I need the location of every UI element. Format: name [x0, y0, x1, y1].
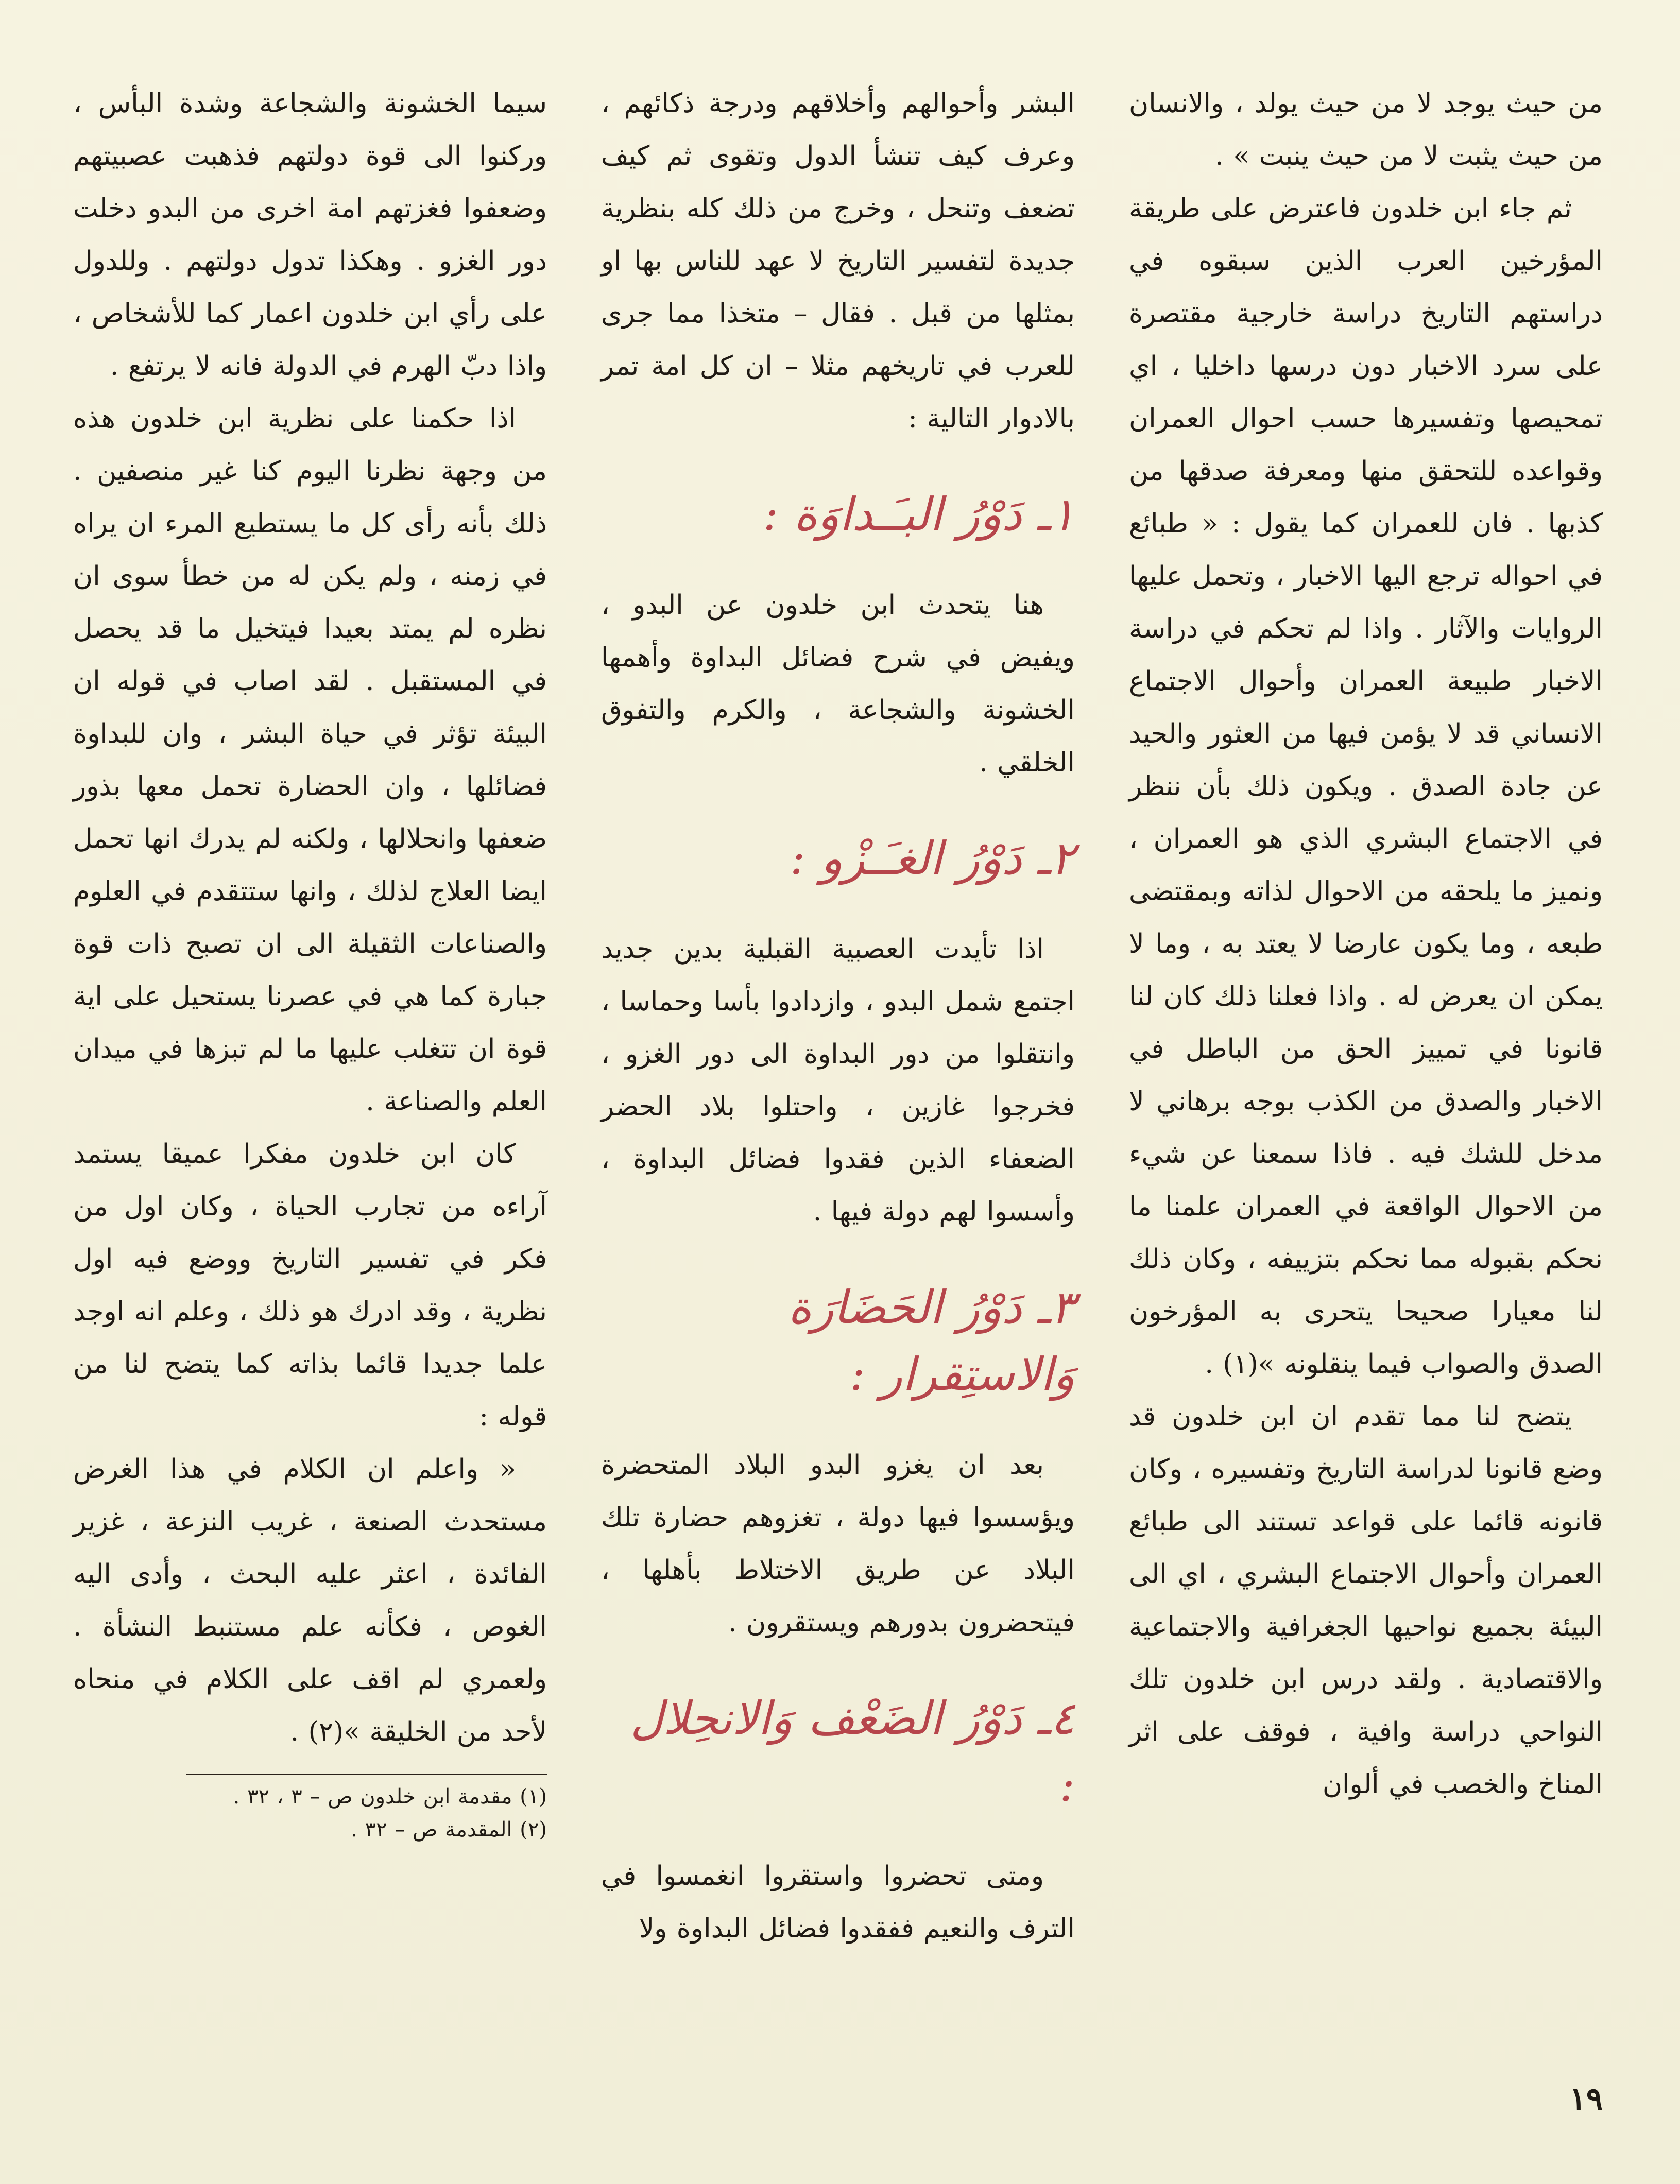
- footnote-divider: [186, 1774, 547, 1775]
- section-heading-badawa: ١ـ دَوْرُ البـَـداوَة :: [763, 488, 1075, 541]
- column-middle: [601, 77, 1075, 1955]
- section-heading-ghazw: ٢ـ دَوْرُ الغـَـزْو :: [790, 832, 1075, 885]
- paragraph: كان ابن خلدون مفكرا عميقا يستمد آراءه من تجارب الحياة ، وكان اول من فكر في تفسير التاريخ ووضع فيه اول نظرية ، وقد ادرك هو ذلك ، وعلم انه اوجد علما جديدا قائما بذاته كما يتضح لنا من قوله :: [73, 1139, 547, 1432]
- section-text: هنا يتحدث ابن خلدون عن البدو ، ويفيض في شرح فضائل البداوة وأهمها الخشونة والشجاعة ، والكرم والتفوق الخلقي .: [601, 590, 1075, 778]
- page-number: ١٩: [1569, 2081, 1603, 2117]
- paragraph: من حيث يوجد لا من حيث يولد ، والانسان من حيث يثبت لا من حيث ينبت » .: [1129, 88, 1603, 171]
- column-right: [1129, 77, 1603, 1811]
- section-text: ومتى تحضروا واستقروا انغمسوا في الترف والنعيم ففقدوا فضائل البداوة ولا: [601, 1861, 1075, 1944]
- section-text: بعد ان يغزو البدو البلاد المتحضرة ويؤسسوا فيها دولة ، تغزوهم حضارة تلك البلاد عن طريق الاختلاط بأهلها ، فيتحضرون بدورهم ويستقرون .: [601, 1450, 1075, 1638]
- paragraph: سيما الخشونة والشجاعة وشدة البأس ، وركنوا الى قوة دولتهم فذهبت عصبيتهم وضعفوا فغزتهم امة اخرى من البدو دخلت دور الغزو . وهكذا تدول دولتهم . وللدول على رأي ابن خلدون اعمار كما للأشخاص ، واذا دبّ الهرم في الدولة فانه لا يرتفع .: [73, 88, 547, 382]
- paragraph: ثم جاء ابن خلدون فاعترض على طريقة المؤرخين العرب الذين سبقوه في دراستهم التاريخ دراسة خارجية مقتصرة على سرد الاخبار دون درسها داخليا ، اي تمحيصها وتفسيرها حسب احوال العمران وقواعده للتحقق منها ومعرفة صدقها من كذبها . فان للعمران كما يقول : « طبائع في احواله ترجع اليها الاخبار ، وتحمل عليها الروايات والآثار . واذا لم تحكم في دراسة الاخبار طبيعة العمران وأحوال الاجتماع الانساني قد لا يؤمن فيها من العثور والحيد عن جادة الصدق . ويكون ذلك بأن ننظر في الاجتماع البشري الذي هو العمران ، ونميز ما يلحقه من الاحوال لذاته وبمقتضى طبعه ، وما يكون عارضا لا يعتد به ، وما لا يمكن ان يعرض له . واذا فعلنا ذلك كان لنا قانونا في تمييز الحق من الباطل في الاخبار والصدق من الكذب بوجه برهاني لا مدخل للشك فيه . فاذا سمعنا عن شيء من الاحوال الواقعة في العمران علمنا ما نحكم بقبوله مما نحكم بتزييفه ، وكان ذلك لنا معيارا صحيحا يتحرى به المؤرخون الصدق والصواب فيما ينقلونه »(١) .: [1129, 193, 1603, 1380]
- section-heading-hadara: ٣ـ دَوْرُ الحَضَارَة وَالاستِقرار :: [788, 1281, 1075, 1401]
- quotation: « واعلم ان الكلام في هذا الغرض مستحدث الصنعة ، غريب النزعة ، غزير الفائدة ، اعثر عليه البحث ، وأدى اليه الغوص ، فكأنه علم مستنبط النشأة . ولعمري لم اقف على الكلام في منحاه لأحد من الخليقة »(٢) .: [73, 1454, 547, 1747]
- paragraph: يتضح لنا مما تقدم ان ابن خلدون قد وضع قانونا لدراسة التاريخ وتفسيره ، وكان قانونه قائما على قواعد تستند الى طبائع العمران وأحوال الاجتماع البشري ، اي الى البيئة بجميع نواحيها الجغرافية والاجتماعية والاقتصادية . ولقد درس ابن خلدون تلك النواحي دراسة وافية ، فوقف على اثر المناخ والخصب في ألوان: [1129, 1401, 1603, 1800]
- footnote: (١) مقدمة ابن خلدون ص – ٣ ، ٣٢ .: [233, 1785, 547, 1809]
- section-heading-daaf: ٤ـ دَوْرُ الضَعْف وَالانحِلال :: [630, 1692, 1075, 1812]
- footnote: (٢) المقدمة ص – ٣٢ .: [351, 1818, 547, 1842]
- column-left: [73, 77, 547, 1846]
- paragraph: اذا حكمنا على نظرية ابن خلدون هذه من وجهة نظرنا اليوم كنا غير منصفين . ذلك بأنه رأى كل ما يستطيع المرء ان يراه في زمنه ، ولم يكن له من خطأ سوى ان نظره لم يمتد بعيدا فيتخيل ما قد يحصل في المستقبل . لقد اصاب في قوله ان البيئة تؤثر في حياة البشر ، وان للبداوة فضائلها ، وان الحضارة تحمل معها بذور ضعفها وانحلالها ، ولكنه لم يدرك انها تحمل ايضا العلاج لذلك ، وانها ستتقدم في العلوم والصناعات الثقيلة الى ان تصبح ذات قوة جبارة كما هي في عصرنا يستحيل على اية قوة ان تتغلب عليها ما لم تبزها في ميدان العلم والصناعة .: [73, 403, 547, 1117]
- paragraph: البشر وأحوالهم وأخلاقهم ودرجة ذكائهم ، وعرف كيف تنشأ الدول وتقوى ثم كيف تضعف وتنحل ، وخرج من ذلك كله بنظرية جديدة لتفسير التاريخ لا عهد للناس بها او بمثلها من قبل . فقال – متخذا مما جرى للعرب في تاريخهم مثلا – ان كل امة تمر بالادوار التالية :: [601, 88, 1075, 434]
- section-text: اذا تأيدت العصبية القبلية بدين جديد اجتمع شمل البدو ، وازدادوا بأسا وحماسا ، وانتقلوا من دور البداوة الى دور الغزو ، فخرجوا غازين ، واحتلوا بلاد الحضر الضعفاء الذين فقدوا فضائل البداوة ، وأسسوا لهم دولة فيها .: [601, 934, 1075, 1227]
